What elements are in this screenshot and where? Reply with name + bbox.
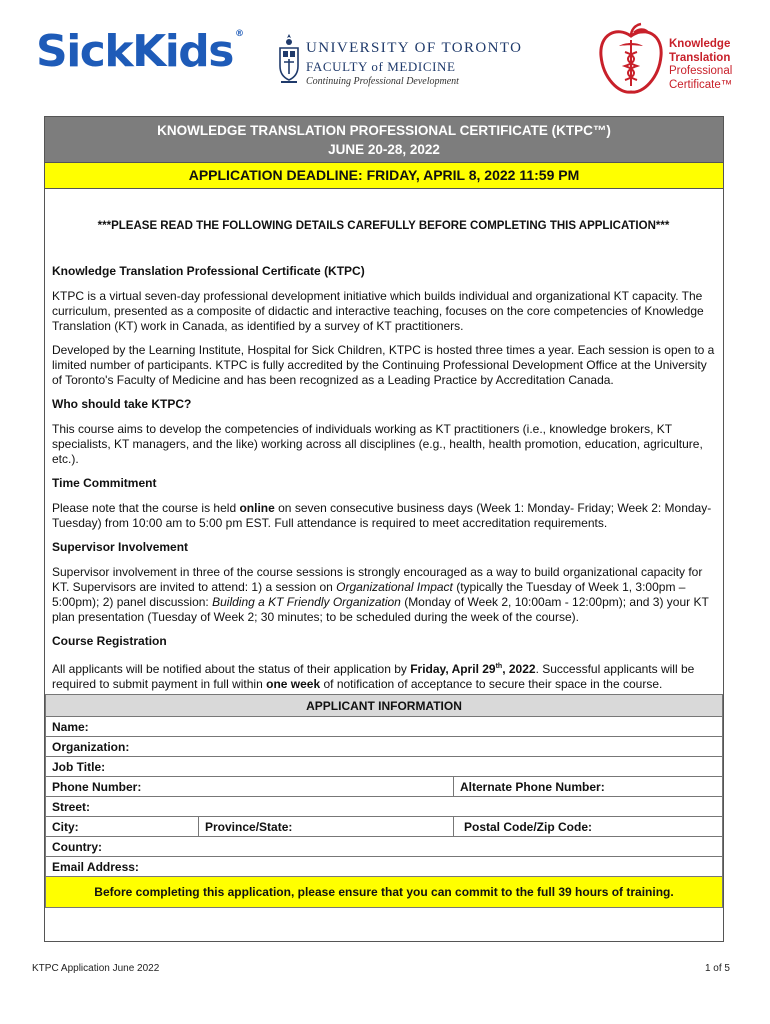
registered-mark: ® bbox=[234, 29, 243, 39]
deadline-banner: APPLICATION DEADLINE: FRIDAY, APRIL 8, 2022 11:59 PM bbox=[45, 163, 723, 189]
time-text-1: Please note that the course is held bbox=[52, 501, 240, 515]
registration-heading: Course Registration bbox=[52, 634, 167, 648]
application-frame bbox=[44, 116, 724, 942]
uoft-faculty: FACULTY of MEDICINE bbox=[306, 59, 456, 74]
registration-text-2: . Successful applicants will be required to submit payment in full within bbox=[52, 662, 695, 691]
registration-paragraph bbox=[52, 659, 715, 692]
who-heading: Who should take KTPC? bbox=[52, 397, 192, 411]
time-online: online bbox=[239, 501, 275, 515]
registration-date bbox=[410, 662, 535, 676]
job-title-field[interactable]: Job Title: bbox=[46, 757, 723, 777]
supervisor-text-3: (Monday of Week 2, 10:00am - 12:00pm); and 3) your KT plan presentation (Tuesday of Week 2; 30 minutes; to be scheduled during the week of the course). bbox=[52, 595, 709, 624]
organization-field[interactable]: Organization: bbox=[46, 737, 723, 757]
ktpc-paragraph-2: Developed by the Learning Institute, Hospital for Sick Children, KTPC is hosted three times a year. Each session is open to a limited number of participants. KTPC is fully accredited by the Continuing Professional Development Office at the University of Toronto's Faculty of Medicine and has been recognized as a Leading Practice by Accreditation Canada. bbox=[52, 343, 715, 387]
supervisor-paragraph bbox=[52, 565, 715, 625]
uoft-cpd: Continuing Professional Development bbox=[306, 76, 459, 87]
page-title: KNOWLEDGE TRANSLATION PROFESSIONAL CERTIFICATE (KTPC™) bbox=[157, 123, 611, 138]
registration-date-year: , 2022 bbox=[502, 662, 536, 676]
sickkids-logo bbox=[36, 26, 243, 77]
header-logos bbox=[0, 22, 770, 102]
uoft-crest-icon bbox=[278, 32, 300, 84]
phone-field[interactable]: Phone Number: bbox=[46, 777, 454, 797]
ktpc-logo-text bbox=[669, 38, 732, 92]
registration-text-3: of notification of acceptance to secure their space in the course. bbox=[320, 677, 663, 691]
time-text-2: on seven consecutive business days (Week 1: Monday- Friday; Week 2: Monday-Tuesday) from 10:00 am to 5:00 pm EST. Full attendance is required to meet accreditation requirements. bbox=[52, 501, 712, 530]
ktpc-logo-line3: Professional bbox=[669, 65, 733, 77]
read-carefully-notice: ***PLEASE READ THE FOLLOWING DETAILS CAREFULLY BEFORE COMPLETING THIS APPLICATION*** bbox=[97, 220, 670, 232]
ktpc-logo bbox=[595, 22, 745, 102]
supervisor-session-2: Building a KT Friendly Organization bbox=[212, 595, 401, 609]
sickkids-logo-text: SickKids bbox=[36, 26, 233, 77]
details-content bbox=[45, 219, 723, 692]
applicant-information-table bbox=[45, 694, 723, 908]
uoft-logo bbox=[278, 28, 528, 88]
who-paragraph: This course aims to develop the competencies of individuals working as KT practitioners (i.e., knowledge brokers, KT specialists, KT managers, and the like) working across all disciplines (e.g., health, health promotion, education, agriculture, etc.). bbox=[52, 422, 703, 466]
postal-code-field[interactable]: Postal Code/Zip Code: bbox=[454, 817, 723, 837]
applicant-info-heading: APPLICANT INFORMATION bbox=[46, 695, 723, 717]
registration-date-day: Friday, April 29 bbox=[410, 662, 496, 676]
province-field[interactable]: Province/State: bbox=[199, 817, 454, 837]
ktpc-logo-line1: Knowledge bbox=[669, 38, 731, 50]
course-dates: JUNE 20-28, 2022 bbox=[328, 142, 440, 157]
ktpc-logo-line4: Certificate™ bbox=[669, 78, 733, 91]
apple-caduceus-icon bbox=[595, 22, 667, 102]
ktpc-logo-line2: Translation bbox=[669, 51, 731, 64]
supervisor-session-1: Organizational Impact bbox=[336, 580, 453, 594]
time-paragraph bbox=[52, 501, 715, 531]
country-field[interactable]: Country: bbox=[46, 837, 723, 857]
street-field[interactable]: Street: bbox=[46, 797, 723, 817]
commitment-note: Before completing this application, please ensure that you can commit to the full 39 hours of training. bbox=[46, 877, 723, 908]
name-field[interactable]: Name: bbox=[46, 717, 723, 737]
ktpc-heading: Knowledge Translation Professional Certificate (KTPC) bbox=[52, 264, 365, 278]
supervisor-text-1: Supervisor involvement in three of the course sessions is strongly encouraged as a way to build organizational capacity for KT. Supervisors are invited to attend: 1) a session on bbox=[52, 565, 703, 594]
footer-page-number: 1 of 5 bbox=[704, 963, 730, 974]
registration-one-week: one week bbox=[266, 677, 321, 691]
uoft-name: UNIVERSITY OF TORONTO bbox=[306, 40, 523, 56]
registration-date-suffix: th bbox=[495, 663, 503, 670]
ktpc-paragraph-1: KTPC is a virtual seven-day professional development initiative which builds individual and organizational KT capacity. The curriculum, presented as a composite of didactic and interactive teaching, focuses on the core competencies of Knowledge Translation (KT) work in Canada, as identified by a survey of KT practitioners. bbox=[52, 289, 704, 333]
city-field[interactable]: City: bbox=[46, 817, 199, 837]
email-field[interactable]: Email Address: bbox=[46, 857, 723, 877]
supervisor-heading: Supervisor Involvement bbox=[52, 540, 189, 554]
supervisor-text-2: (typically the Tuesday of Week 1, 3:00pm – 5:00pm); 2) panel discussion: bbox=[52, 580, 686, 609]
time-heading: Time Commitment bbox=[52, 476, 157, 490]
footer-document-title: KTPC Application June 2022 bbox=[32, 963, 160, 974]
alt-phone-field[interactable]: Alternate Phone Number: bbox=[454, 777, 723, 797]
registration-text-1: All applicants will be notified about the status of their application by bbox=[52, 662, 411, 676]
title-band bbox=[45, 117, 723, 163]
